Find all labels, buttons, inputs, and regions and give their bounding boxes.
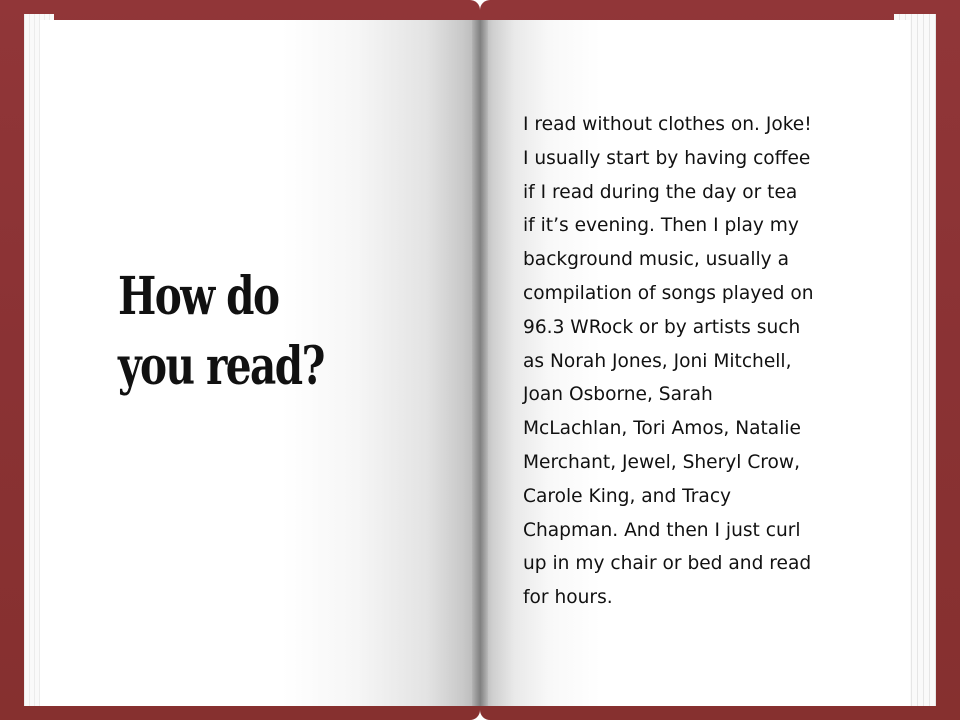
body-line: if I read during the day or tea [523, 181, 798, 203]
body-line: as Norah Jones, Joni Mitchell, [523, 350, 792, 372]
title-line-1: How do [118, 266, 279, 327]
body-line: I usually start by having coffee [523, 147, 811, 169]
body-line: for hours. [523, 587, 613, 609]
book-spine [472, 20, 488, 706]
body-line: McLachlan, Tori Amos, Natalie [523, 418, 801, 440]
body-line: Chapman. And then I just curl [523, 519, 801, 541]
body-line: Merchant, Jewel, Sheryl Crow, [523, 451, 801, 473]
body-line: Carole King, and Tracy [523, 485, 732, 507]
body-line: 96.3 WRock or by artists such [523, 316, 801, 338]
body-line: background music, usually a [523, 249, 789, 271]
body-line: compilation of songs played on [523, 282, 814, 304]
body-paragraph [523, 108, 883, 615]
body-line: I read without clothes on. Joke! [523, 114, 812, 135]
page-title [118, 262, 368, 402]
body-line: up in my chair or bed and read [523, 553, 812, 575]
title-line-2: you read? [118, 336, 324, 397]
body-line: if it’s evening. Then I play my [523, 215, 799, 237]
body-line: Joan Osborne, Sarah [523, 384, 713, 406]
